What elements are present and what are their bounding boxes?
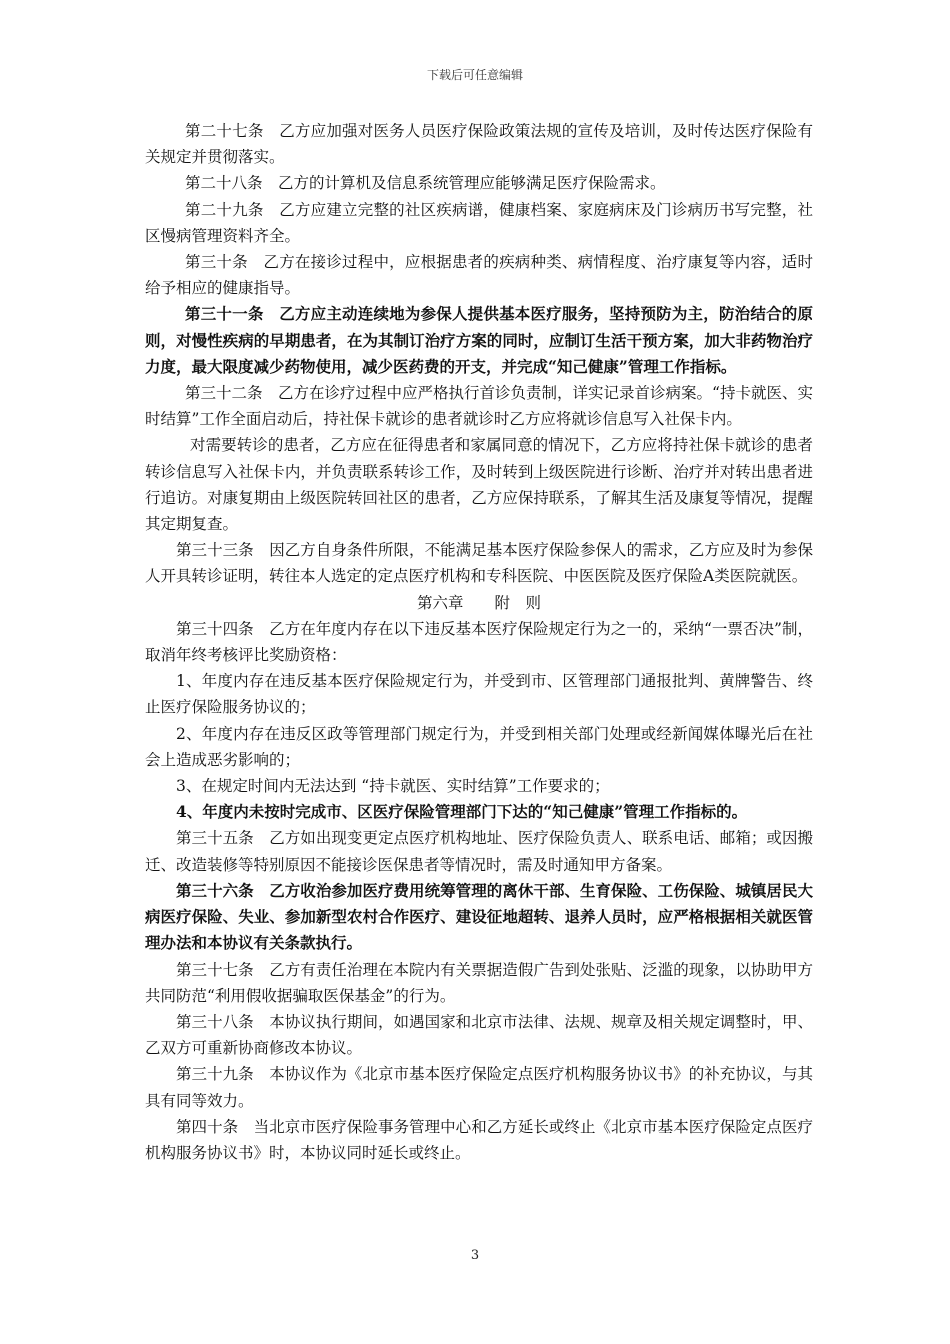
article-40: 第四十条 当北京市医疗保险事务管理中心和乙方延长或终止《北京市基本医疗保险定点医疗机构服务协议书》时，本协议同时延长或终止。 xyxy=(145,1117,813,1162)
clause-2: 2、年度内存在违反区政等管理部门规定行为，并受到相关部门处理或经新闻媒体曝光后在社会上造成恶劣影响的； xyxy=(145,724,813,769)
clause-3: 3、在规定时间内无法达到 “持卡就医、实时结算”工作要求的； xyxy=(176,777,610,796)
article-34: 第三十四条 乙方在年度内存在以下违反基本医疗保险规定行为之一的，采纳“一票否决”制，取消年终考核评比奖励资格： xyxy=(145,619,813,665)
page-number: 3 xyxy=(470,1248,480,1263)
article-32: 第三十二条 乙方在诊疗过程中应严格执行首诊负责制，详实记录首诊病案。“持卡就医、实时结算”工作全面启动后，持社保卡就诊的患者就诊时乙方应将就诊信息写入社保卡内。 xyxy=(145,384,813,429)
article-31: 第三十一条 乙方应主动连续地为参保人提供基本医疗服务，坚持预防为主，防治结合的原则，对慢性疾病的早期患者，在为其制订治疗方案的同时，应制订生活干预方案，加大非药物治疗力度，最大限度减少药物使用，减少医药费的开支，并完成“知己健康”管理工作指标。 xyxy=(145,304,813,376)
article-27: 第二十七条 乙方应加强对医务人员医疗保险政策法规的宣传及培训，及时传达医疗保险有关规定并贯彻落实。 xyxy=(145,122,813,167)
chapter-heading: 第六章 附 则 xyxy=(416,593,541,612)
page-header: 下载后可任意编辑 xyxy=(426,68,523,82)
referral-paragraph: 对需要转诊的患者，乙方应在征得患者和家属同意的情况下，乙方应将持社保卡就诊的患者转诊信息写入社保卡内，并负责联系转诊工作，及时转到上级医院进行诊断、治疗并对转出患者进行追访。对康复期由上级医院转回社区的患者，乙方应保持联系，了解其生活及康复等情况，提醒其定期复查。 xyxy=(145,436,813,534)
article-39: 第三十九条 本协议作为《北京市基本医疗保险定点医疗机构服务协议书》的补充协议，与其具有同等效力。 xyxy=(145,1065,813,1110)
article-29: 第二十九条 乙方应建立完整的社区疾病谱，健康档案、家庭病床及门诊病历书写完整，社区慢病管理资料齐全。 xyxy=(145,200,813,245)
article-28: 第二十八条 乙方的计算机及信息系统管理应能够满足医疗保险需求。 xyxy=(185,174,666,193)
article-36: 第三十六条 乙方收治参加医疗费用统筹管理的离休干部、生育保险、工伤保险、城镇居民大病医疗保险、失业、参加新型农村合作医疗、建设征地超转、退养人员时，应严格根据相关就医管理办法和本协议有关条款执行。 xyxy=(145,880,813,953)
article-38: 第三十八条 本协议执行期间，如遇国家和北京市法律、法规、规章及相关规定调整时，甲、乙双方可重新协商修改本协议。 xyxy=(145,1012,813,1058)
clause-4: 4、年度内未按时完成市、区医疗保险管理部门下达的“知己健康”管理工作指标的。 xyxy=(176,802,748,822)
article-33: 第三十三条 因乙方自身条件所限，不能满足基本医疗保险参保人的需求，乙方应及时为参保人开具转诊证明，转往本人选定的定点医疗机构和专科医院、中医医院及医疗保险A类医院就医。 xyxy=(145,541,813,586)
article-35: 第三十五条 乙方如出现变更定点医疗机构地址、医疗保险负责人、联系电话、邮箱；或因搬迁、改造装修等特别原因不能接诊医保患者等情况时，需及时通知甲方备案。 xyxy=(145,829,813,874)
document-body xyxy=(145,118,813,1166)
article-30: 第三十条 乙方在接诊过程中，应根据患者的疾病种类、病情程度、治疗康复等内容，适时给予相应的健康指导。 xyxy=(145,253,813,298)
clause-1: 1、年度内存在违反基本医疗保险规定行为，并受到市、区管理部门通报批判、黄牌警告、终止医疗保险服务协议的； xyxy=(145,672,813,717)
article-37: 第三十七条 乙方有责任治理在本院内有关票据造假广告到处张贴、泛滥的现象，以协助甲方共同防范“利用假收据骗取医保基金”的行为。 xyxy=(145,960,813,1005)
